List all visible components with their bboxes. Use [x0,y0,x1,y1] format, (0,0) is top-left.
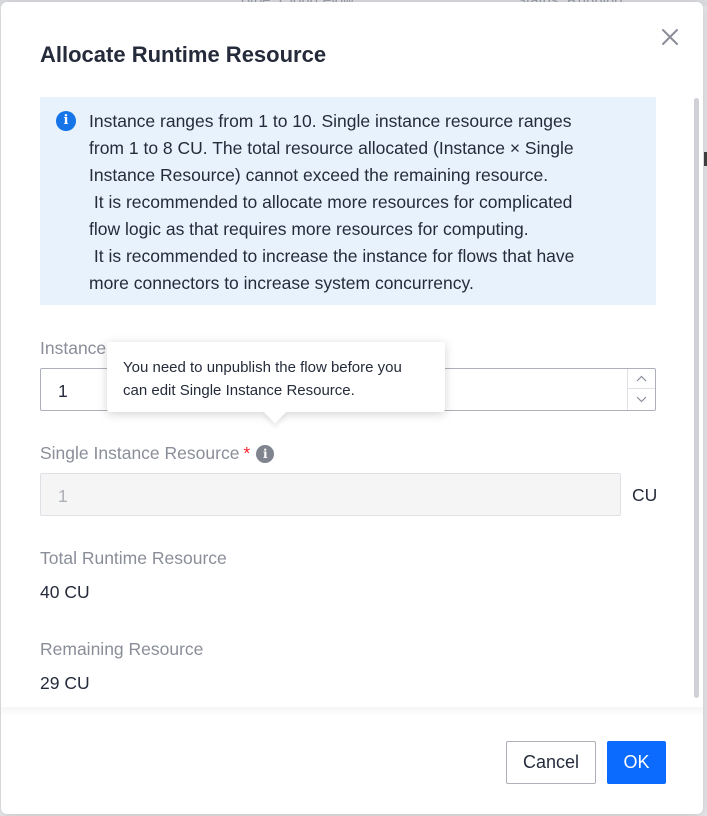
info-line: Instance ranges from 1 to 10. Single instance resource ranges [89,111,572,131]
tooltip-line: You need to unpublish the flow before you [123,359,402,376]
remaining-resource-label: Remaining Resource [40,639,204,659]
info-alert [40,97,656,305]
info-line: It is recommended to increase the instance for flows that have [89,246,575,266]
dialog-title: Allocate Runtime Resource [40,42,327,67]
chevron-up-icon [628,369,655,389]
single-instance-input [40,473,621,516]
total-runtime-value: 40 CU [40,582,90,602]
tooltip-line: can edit Single Instance Resource. [123,382,355,399]
info-line: from 1 to 8 CU. The total resource allocated (Instance × Single [89,138,574,158]
single-instance-label [40,443,274,464]
single-instance-input-value: 1 [58,486,68,506]
chevron-down-icon [628,389,655,410]
decrement-button[interactable] [628,389,655,410]
ok-button[interactable]: OK [607,741,666,784]
info-line: flow logic as that requires more resources for computing. [89,219,529,239]
instance-input-value[interactable]: 1 [58,381,68,401]
dialog-scrollbar[interactable] [694,98,699,698]
cancel-button[interactable]: Cancel [506,741,596,784]
help-info-icon[interactable]: i [256,445,274,463]
instance-label [40,338,117,359]
instance-label-text: Instance [40,338,107,358]
remaining-resource-value: 29 CU [40,673,90,693]
allocate-resource-dialog [1,2,703,814]
unit-label: CU [632,485,658,505]
footer-divider [1,707,703,717]
close-icon[interactable] [659,26,681,48]
info-icon: i [56,111,76,131]
total-runtime-label: Total Runtime Resource [40,548,227,568]
info-line: It is recommended to allocate more resources for complicated [89,192,573,212]
info-line: Instance Resource) cannot exceed the remaining resource. [89,165,549,185]
info-message [89,108,639,297]
increment-button[interactable] [628,369,655,389]
info-line: more connectors to increase system concurrency. [89,273,474,293]
required-mark: * [243,443,251,463]
tooltip-arrow [264,401,287,424]
instance-stepper [627,369,655,410]
single-instance-label-text: Single Instance Resource [40,443,240,463]
tooltip [107,342,445,412]
